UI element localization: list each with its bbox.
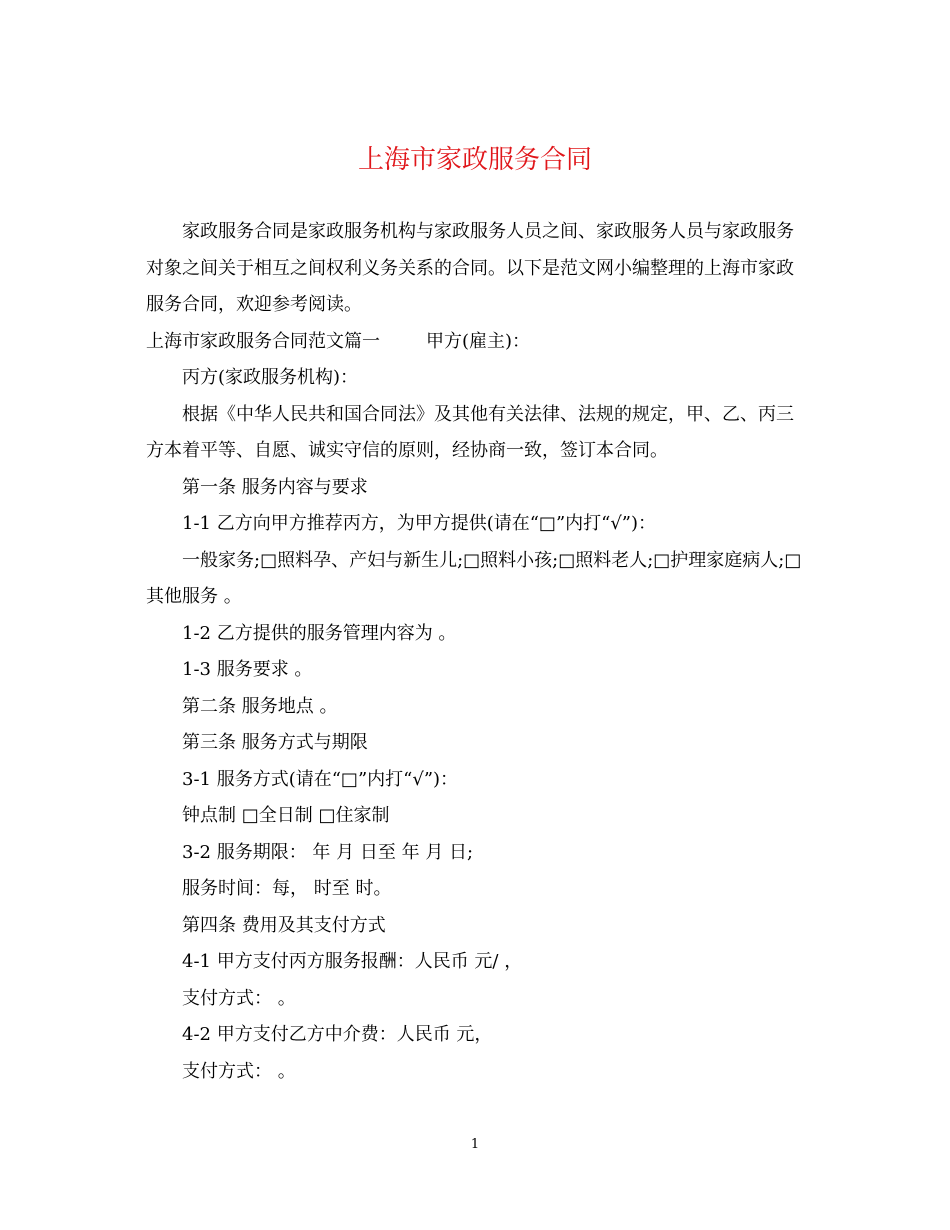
article-1-title: 第一条 服务内容与要求 <box>182 476 368 498</box>
party-a-label: 甲方(雇主)： <box>426 330 531 352</box>
payment-method-2: 支付方式： 。 <box>182 1060 296 1082</box>
item-3-1: 3-1 服务方式(请在“□”内打“√”)： <box>182 768 459 790</box>
item-3-2: 3-2 服务期限： 年 月 日至 年 月 日; <box>182 841 474 863</box>
item-1-2: 1-2 乙方提供的服务管理内容为 。 <box>182 622 457 644</box>
intro-paragraph: 家政服务合同是家政服务机构与家政服务人员之间、家政服务人员与家政服务对象之间关于相互之间权利义务关系的合同。以下是范文网小编整理的上海市家政服务合同，欢迎参考阅读。 <box>146 221 794 315</box>
item-1-1-options: 一般家务;□照料孕、产妇与新生儿;□照料小孩;□照料老人;□护理家庭病人;□其他服务 。 <box>146 549 802 607</box>
item-4-2: 4-2 甲方支付乙方中介费：人民币 元， <box>182 1024 493 1045</box>
article-3-title: 第三条 服务方式与期限 <box>182 732 368 753</box>
document-title: 上海市家政服务合同 <box>357 145 592 175</box>
item-1-3: 1-3 服务要求 。 <box>182 659 313 680</box>
document-body <box>146 214 802 1090</box>
sample-heading: 上海市家政服务合同范文篇一 <box>146 330 380 352</box>
party-c-label: 丙方(家政服务机构)： <box>182 367 359 388</box>
article-4-title: 第四条 费用及其支付方式 <box>182 914 386 936</box>
preamble-paragraph: 根据《中华人民共和国合同法》及其他有关法律、法规的规定，甲、乙、丙三方本着平等、自愿、诚实守信的原则，经协商一致，签订本合同。 <box>146 403 794 461</box>
item-1-1: 1-1 乙方向甲方推荐丙方，为甲方提供(请在“□”内打“√”)： <box>182 513 657 534</box>
article-2-title: 第二条 服务地点 。 <box>182 695 338 717</box>
service-time: 服务时间：每， 时至 时。 <box>182 878 392 899</box>
item-4-1: 4-1 甲方支付丙方服务报酬：人民币 元/ ， <box>182 951 523 972</box>
item-3-1-options: 钟点制 □全日制 □住家制 <box>182 805 390 826</box>
sample-heading-line <box>146 324 802 361</box>
page-number: 1 <box>470 1137 480 1152</box>
payment-method-1: 支付方式： 。 <box>182 987 296 1009</box>
